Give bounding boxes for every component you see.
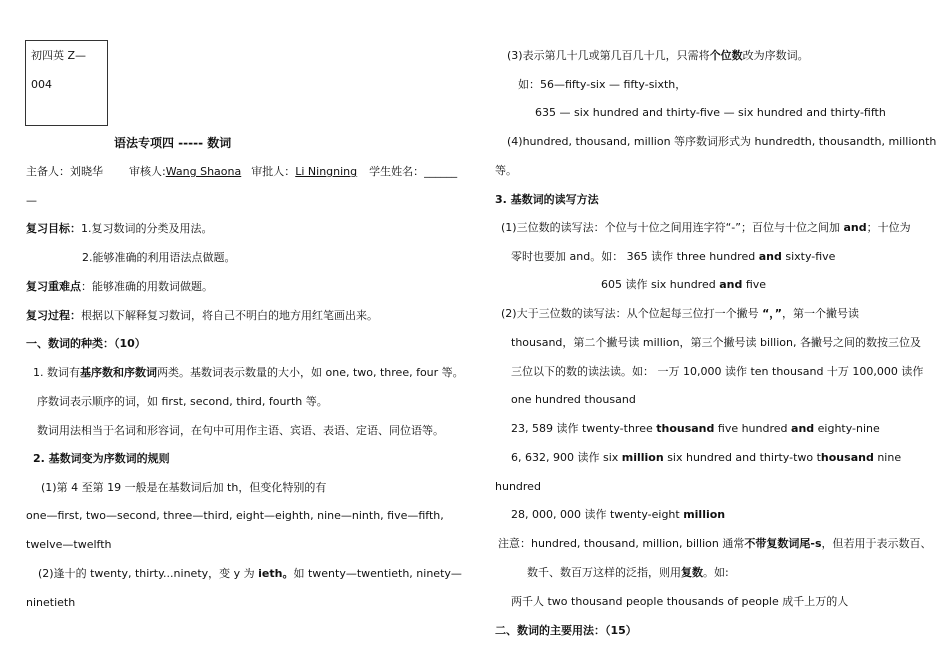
rw-2-ex2-bold2: housand — [820, 451, 874, 464]
rw-1-line3 — [601, 278, 766, 292]
goal-1: 1.复习数词的分类及用法。 — [81, 222, 213, 235]
rw-1-line3-b: five — [742, 278, 767, 291]
page-title: 语法专项四 ----- 数词 — [114, 136, 232, 150]
rw-2-line2: thousand，第二个撇号读 million，第三个撇号读 billion, 各撇号之间的数按三位及 — [511, 336, 921, 349]
rw-1-line1 — [501, 221, 911, 235]
para-1-line1 — [33, 366, 464, 380]
rw-2-text-a: (2)大于三位数的读写法：从个位起每三位打一个撇号 — [501, 307, 763, 320]
rw-2-ex1-b: five hundred — [714, 422, 792, 435]
para-1-line2: 序数词表示顺序的词，如 first, second, third, fourth 等。 — [37, 395, 328, 408]
rule-2-2-line1 — [38, 567, 462, 581]
note-line2-a: 数千、数百万这样的泛指，则用 — [527, 566, 681, 579]
reviewer-name: Wang Shaona — [165, 165, 242, 178]
goal-2: 2.能够准确的利用语法点做题。 — [82, 251, 236, 264]
difficulty-text: ：能够准确的用数词做题。 — [81, 280, 213, 293]
para-1-line3: 数词用法相当于名词和形容词，在句中可用作主语、宾语、表语、定语、同位语等。 — [37, 424, 444, 437]
rule-2-1-line1: (1)第 4 至第 19 一般是在基数词后加 th，但变化特别的有 — [41, 481, 327, 494]
rw-1-line2-bold: and — [758, 250, 782, 263]
rw-2-example-3 — [511, 508, 725, 522]
rw-2-ex1-c: eighty-nine — [814, 422, 880, 435]
rw-2-line1 — [501, 307, 859, 321]
section-3-heading: 3. 基数词的读写方法 — [495, 193, 599, 206]
difficulty-label: 复习重难点 — [26, 280, 81, 293]
preparer-name: 刘晓华 — [70, 165, 103, 178]
preparer-label: 主备人： — [26, 165, 70, 178]
rule-2-3-text-a: (3)表示第几十几或第几百几十几，只需将 — [507, 49, 710, 62]
rw-1-text-b: ；十位为 — [866, 221, 911, 234]
reviewer-label: 审核人: — [129, 165, 166, 178]
note-bold: 不带复数词尾-s — [744, 537, 822, 550]
rule-2-4-line1: (4)hundred, thousand, million 等序数词形式为 hundredth, thousandth, millionth — [507, 135, 937, 148]
rw-2-ex1-bold: thousand — [656, 422, 715, 435]
meta-line — [26, 165, 457, 179]
note-line2-bold: 复数 — [681, 566, 703, 579]
rw-2-bold: “，” — [762, 307, 783, 320]
approver-label: 审批人： — [251, 165, 296, 178]
goals-line1 — [26, 222, 213, 236]
rule-2-3-bold: 个位数 — [709, 49, 743, 62]
rw-2-ex3-bold: million — [683, 508, 726, 521]
student-name-label: 学生姓名： — [369, 165, 425, 178]
para-1-text-b: 两类。基数词表示数量的大小，如 one, two, three, four 等。 — [157, 366, 464, 379]
approver-name: Li Ningning — [295, 165, 358, 178]
rule-2-2-text-a: (2)逢十的 twenty, thirty...ninety，变 y 为 — [38, 567, 259, 580]
document-code-line2: 004 — [31, 78, 52, 91]
document-code-line1: 初四英 Z— — [31, 49, 87, 62]
rule-2-2-bold: ieth。 — [258, 567, 294, 580]
note-text-b: ，但若用于表示数百、 — [821, 537, 932, 550]
meta-dash: — — [26, 194, 37, 207]
goals-label: 复习目标： — [26, 222, 81, 235]
rw-2-line4: one hundred thousand — [511, 393, 636, 406]
rule-2-3-text-b: 改为序数词。 — [742, 49, 809, 62]
rw-2-ex1-a: 23, 589 读作 twenty-three — [511, 422, 657, 435]
rw-2-ex2-b: six hundred and thirty-two t — [663, 451, 821, 464]
process-label: 复习过程： — [26, 309, 81, 322]
process-text: 根据以下解释复习数词，将自己不明白的地方用红笔画出来。 — [81, 309, 378, 322]
rw-1-line2 — [511, 250, 835, 264]
note-line3: 两千人 two thousand people thousands of people 成千上万的人 — [511, 595, 849, 608]
para-1-bold: 基序数和序数词 — [80, 366, 157, 379]
rule-2-3-example-1: 如：56—fifty-six — fifty-sixth， — [518, 78, 687, 91]
rw-1-line3-bold: and — [719, 278, 743, 291]
note-line1 — [498, 537, 932, 551]
note-line2-b: 。如: — [703, 566, 729, 579]
rule-2-4-line2: 等。 — [495, 164, 517, 177]
rw-2-text-b: ，第一个撇号读 — [782, 307, 860, 320]
note-text-a: 注意：hundred, thousand, million, billion 通常 — [498, 537, 745, 550]
rw-2-example-1 — [511, 422, 880, 436]
rule-2-heading: 2. 基数词变为序数词的规则 — [33, 452, 170, 465]
para-1-text-a: 1. 数词有 — [33, 366, 80, 379]
rw-1-bold: and — [843, 221, 867, 234]
section-2-heading: 二、数词的主要用法：（15） — [495, 624, 637, 637]
difficulty-line — [26, 280, 213, 294]
rw-1-text-a: (1)三位数的读写法：个位与十位之间用连字符“-”；百位与十位之间加 — [501, 221, 844, 234]
rw-2-example-2-line2: hundred — [495, 480, 541, 493]
rule-2-2-text-b: 如 twenty—twentieth, ninety— — [293, 567, 462, 580]
rule-2-1-line2: one—first, two—second, three—third, eight—eighth, nine—ninth, five—fifth, — [26, 509, 444, 522]
student-name-blank: ______ — [424, 165, 458, 178]
note-line2 — [527, 566, 729, 580]
rule-2-3-example-2: 635 — six hundred and thirty-five — six hundred and thirty-fifth — [535, 106, 886, 119]
rw-2-ex1-bold2: and — [791, 422, 815, 435]
rw-2-ex2-a: 6, 632, 900 读作 six — [511, 451, 622, 464]
section-1-heading: 一、数词的种类：（10） — [26, 337, 146, 350]
rw-1-line2-b: sixty-five — [781, 250, 836, 263]
rw-1-line3-a: 605 读作 six hundred — [601, 278, 720, 291]
rw-2-line3: 三位以下的数的读法读。如： 一万 10,000 读作 ten thousand 十万 100,000 读作 — [511, 365, 924, 378]
rw-2-ex3-a: 28, 000, 000 读作 twenty-eight — [511, 508, 684, 521]
rule-2-1-line3: twelve—twelfth — [26, 538, 112, 551]
rule-2-3-line1 — [507, 49, 809, 63]
rw-2-example-2 — [511, 451, 901, 465]
rule-2-2-line2: ninetieth — [26, 596, 76, 609]
rw-1-line2-a: 零时也要加 and。如： 365 读作 three hundred — [511, 250, 759, 263]
rw-2-ex2-c: nine — [873, 451, 902, 464]
rw-2-ex2-bold: million — [621, 451, 664, 464]
process-line — [26, 309, 378, 323]
